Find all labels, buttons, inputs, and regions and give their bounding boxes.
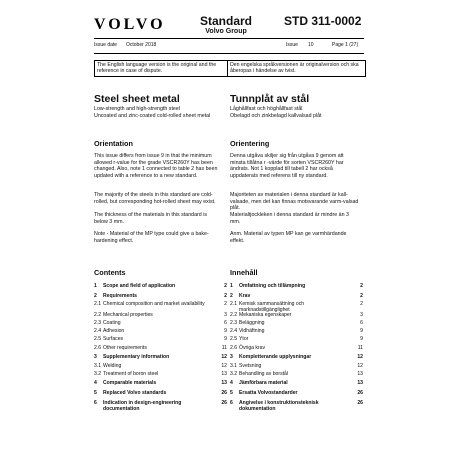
toc-entry-page: 13 [221, 371, 227, 377]
toc-entry-number: 6 [230, 400, 233, 406]
toc-entry-title: Surfaces [103, 336, 124, 342]
toc-entry-page: 11 [357, 345, 363, 351]
issue-label: Issue [286, 42, 298, 48]
toc-entry-title: Vidhäftning [239, 328, 265, 334]
swedish-orientation-heading: Orientering [230, 139, 270, 148]
toc-entry-title: Requirements [103, 293, 137, 299]
toc-entry-page: 2 [224, 301, 227, 307]
toc-entry-page: 13 [357, 380, 363, 386]
swedish-column [230, 93, 362, 119]
toc-entry-number: 2.3 [94, 320, 102, 326]
toc-entry-number: 5 [94, 390, 97, 396]
notice-sv: Den engelska språkversionen är originalversion och ska åberopas i händelse av tvist. [227, 60, 366, 77]
toc-entry-number: 3 [94, 354, 97, 360]
toc-entry-title: Scope and field of application [103, 283, 176, 289]
toc-entry-page: 3 [360, 312, 363, 318]
toc-entry-page: 3 [224, 312, 227, 318]
toc-entry-number: 4 [94, 380, 97, 386]
swedish-subtitle-1: Låghållfast och höghållfast stål [230, 106, 303, 112]
toc-entry-page: 26 [357, 400, 363, 406]
toc-entry-number: 2.3 [230, 320, 238, 326]
toc-entry-title: Comparable materials [103, 380, 157, 386]
toc-entry-page: 12 [221, 363, 227, 369]
doc-number: STD 311-0002 [284, 14, 362, 28]
toc-entry-title: Beläggning [239, 320, 265, 326]
toc-entry-number: 3.2 [94, 371, 102, 377]
toc-entry-title: Replaced Volvo standards [103, 390, 167, 396]
toc-entry-number: 3 [230, 354, 233, 360]
toc-entry-title: Supplementary information [103, 354, 170, 360]
toc-entry-number: 2 [94, 293, 97, 299]
toc-entry-number: 5 [230, 390, 233, 396]
toc-entry-number: 6 [94, 400, 97, 406]
english-title: Steel sheet metal [94, 93, 180, 105]
swedish-contents-heading: Innehåll [230, 268, 258, 277]
toc-entry-number: 2.1 [230, 301, 238, 307]
toc-entry-title: Adhesion [103, 328, 125, 334]
header-rule-bottom [94, 53, 364, 54]
toc-entry-title: Ersatta Volvostandarder [239, 390, 298, 396]
doc-header-center [200, 14, 252, 35]
english-paragraph-1: This issue differs from issue 9 in that the minimum allowed r-value for the grade VSCR260Y has been changed. Also, note 1 connected to table 2 has been updated with a reference to a new standard. [94, 153, 218, 179]
toc-entry-page: 12 [357, 354, 363, 360]
toc-entry-number: 2.5 [94, 336, 102, 342]
toc-entry-number: 2.5 [230, 336, 238, 342]
toc-entry-page: 2 [360, 301, 363, 307]
toc-entry-number: 2.2 [94, 312, 102, 318]
toc-entry-title: Treatment of boron steel [103, 371, 159, 377]
english-subtitle-2: Uncoated and zinc-coated cold-rolled sheet metal [94, 112, 211, 119]
header-rule-top [94, 38, 364, 39]
swedish-paragraph-4: Anm. Material av typen MP kan ge varmhärdande effekt. [230, 231, 347, 244]
toc-entry-number: 2.6 [94, 345, 102, 351]
toc-entry-page: 2 [224, 283, 227, 289]
english-paragraph-3: The thickness of the materials in this standard is below 3 mm. [94, 212, 208, 225]
toc-entry-title: Mechanical properties [103, 312, 153, 318]
toc-entry-page: 6 [224, 320, 227, 326]
toc-entry-page: 11 [221, 345, 227, 351]
toc-entry-title: Welding [103, 363, 122, 369]
toc-entry-number: 2 [230, 293, 233, 299]
toc-entry-number: 2.2 [230, 312, 238, 318]
toc-entry-title: Jämförbara material [239, 380, 288, 386]
toc-entry-title: Coating [103, 320, 121, 326]
toc-entry-title: Angivelse i konstruktionsteknisk dokumentation [239, 400, 319, 412]
toc-entry-number: 2.4 [94, 328, 102, 334]
toc-entry-number: 4 [230, 380, 233, 386]
toc-entry-title: Ytor [239, 336, 249, 342]
toc-entry-page: 6 [360, 320, 363, 326]
page-indicator: Page 1 (27) [332, 42, 359, 48]
toc-entry-title: Other requirements [103, 345, 147, 351]
toc-entry-number: 1 [94, 283, 97, 289]
toc-entry-title: Kemisk sammansättning och marknadstillgänglighet [239, 301, 305, 313]
toc-entry-page: 13 [221, 380, 227, 386]
toc-entry-page: 9 [360, 336, 363, 342]
toc-entry-page: 13 [357, 371, 363, 377]
english-paragraph-4: Note - Material of the MP type could give a bake-hardening effect. [94, 231, 209, 244]
toc-entry-title: Chemical composition and market availability [103, 301, 205, 307]
issue-date-label: Issue date [94, 42, 118, 48]
english-toc [94, 283, 226, 453]
issue-date: October 2018 [126, 42, 157, 48]
english-paragraph-2: The majority of the steels in this standard are cold-rolled, but corresponding hot-rolled sheet may exist. [94, 192, 216, 205]
toc-entry-page: 26 [221, 390, 227, 396]
toc-entry-page: 26 [221, 400, 227, 406]
toc-entry-page: 12 [221, 354, 227, 360]
toc-entry-title: Övriga krav [239, 345, 266, 351]
toc-entry-page: 9 [360, 328, 363, 334]
notice-en: The English language version is the original and the reference in case of dispute. [94, 60, 228, 77]
swedish-paragraph-1: Denna utgåva skiljer sig från utgåva 9 genom att minsta tillåtna r -värde för sorten VSCR260Y har ändrats. Not 1 kopplad till tabell 2 har också uppdaterats med referens till ny standard. [230, 153, 344, 179]
swedish-toc [230, 283, 362, 453]
issue-number: 10 [308, 42, 314, 48]
toc-entry-page: 9 [224, 328, 227, 334]
toc-entry-number: 1 [230, 283, 233, 289]
toc-entry-number: 3.1 [230, 363, 238, 369]
toc-entry-number: 3.1 [94, 363, 102, 369]
swedish-subtitle-2: Obelagd och zinkbelagd kallvalsad plåt [230, 112, 322, 119]
english-contents-heading: Contents [94, 268, 126, 277]
english-subtitle-1: Low-strength and high-strength steel [94, 106, 180, 112]
toc-entry-number: 2.4 [230, 328, 238, 334]
toc-entry-number: 3.2 [230, 371, 238, 377]
swedish-paragraph-3: Materialtjockleken i denna standard är mindre än 3 mm. [230, 212, 349, 225]
toc-entry-page: 2 [224, 293, 227, 299]
toc-entry-page: 2 [360, 293, 363, 299]
doc-group: Volvo Group [205, 28, 247, 35]
toc-entry-page: 9 [224, 336, 227, 342]
volvo-logo: VOLVO [94, 16, 166, 33]
toc-entry-title: Mekaniska egenskaper [239, 312, 292, 318]
toc-entry-title: Krav [239, 293, 251, 299]
toc-entry-title: Svetsning [239, 363, 262, 369]
toc-entry-page: 26 [357, 390, 363, 396]
english-orientation-heading: Orientation [94, 139, 133, 148]
toc-entry-page: 12 [357, 363, 363, 369]
toc-entry-title: Omfattning och tillämpning [239, 283, 306, 289]
toc-entry-page: 2 [360, 283, 363, 289]
toc-entry-title: Kompletterande upplysningar [239, 354, 312, 360]
doc-type: Standard [200, 14, 253, 28]
toc-entry-number: 2.1 [94, 301, 102, 307]
swedish-paragraph-2: Majoriteten av materialen i denna standard är kall-valsade, men det kan finnas motsvarande varm-valsad plåt. [230, 192, 359, 212]
swedish-title: Tunnplåt av stål [230, 93, 310, 105]
toc-entry-title: Indication in design-engineering documentation [103, 400, 182, 412]
toc-entry-title: Behandling av borstål [239, 371, 288, 377]
english-column [94, 93, 226, 119]
toc-entry-number: 2.6 [230, 345, 238, 351]
